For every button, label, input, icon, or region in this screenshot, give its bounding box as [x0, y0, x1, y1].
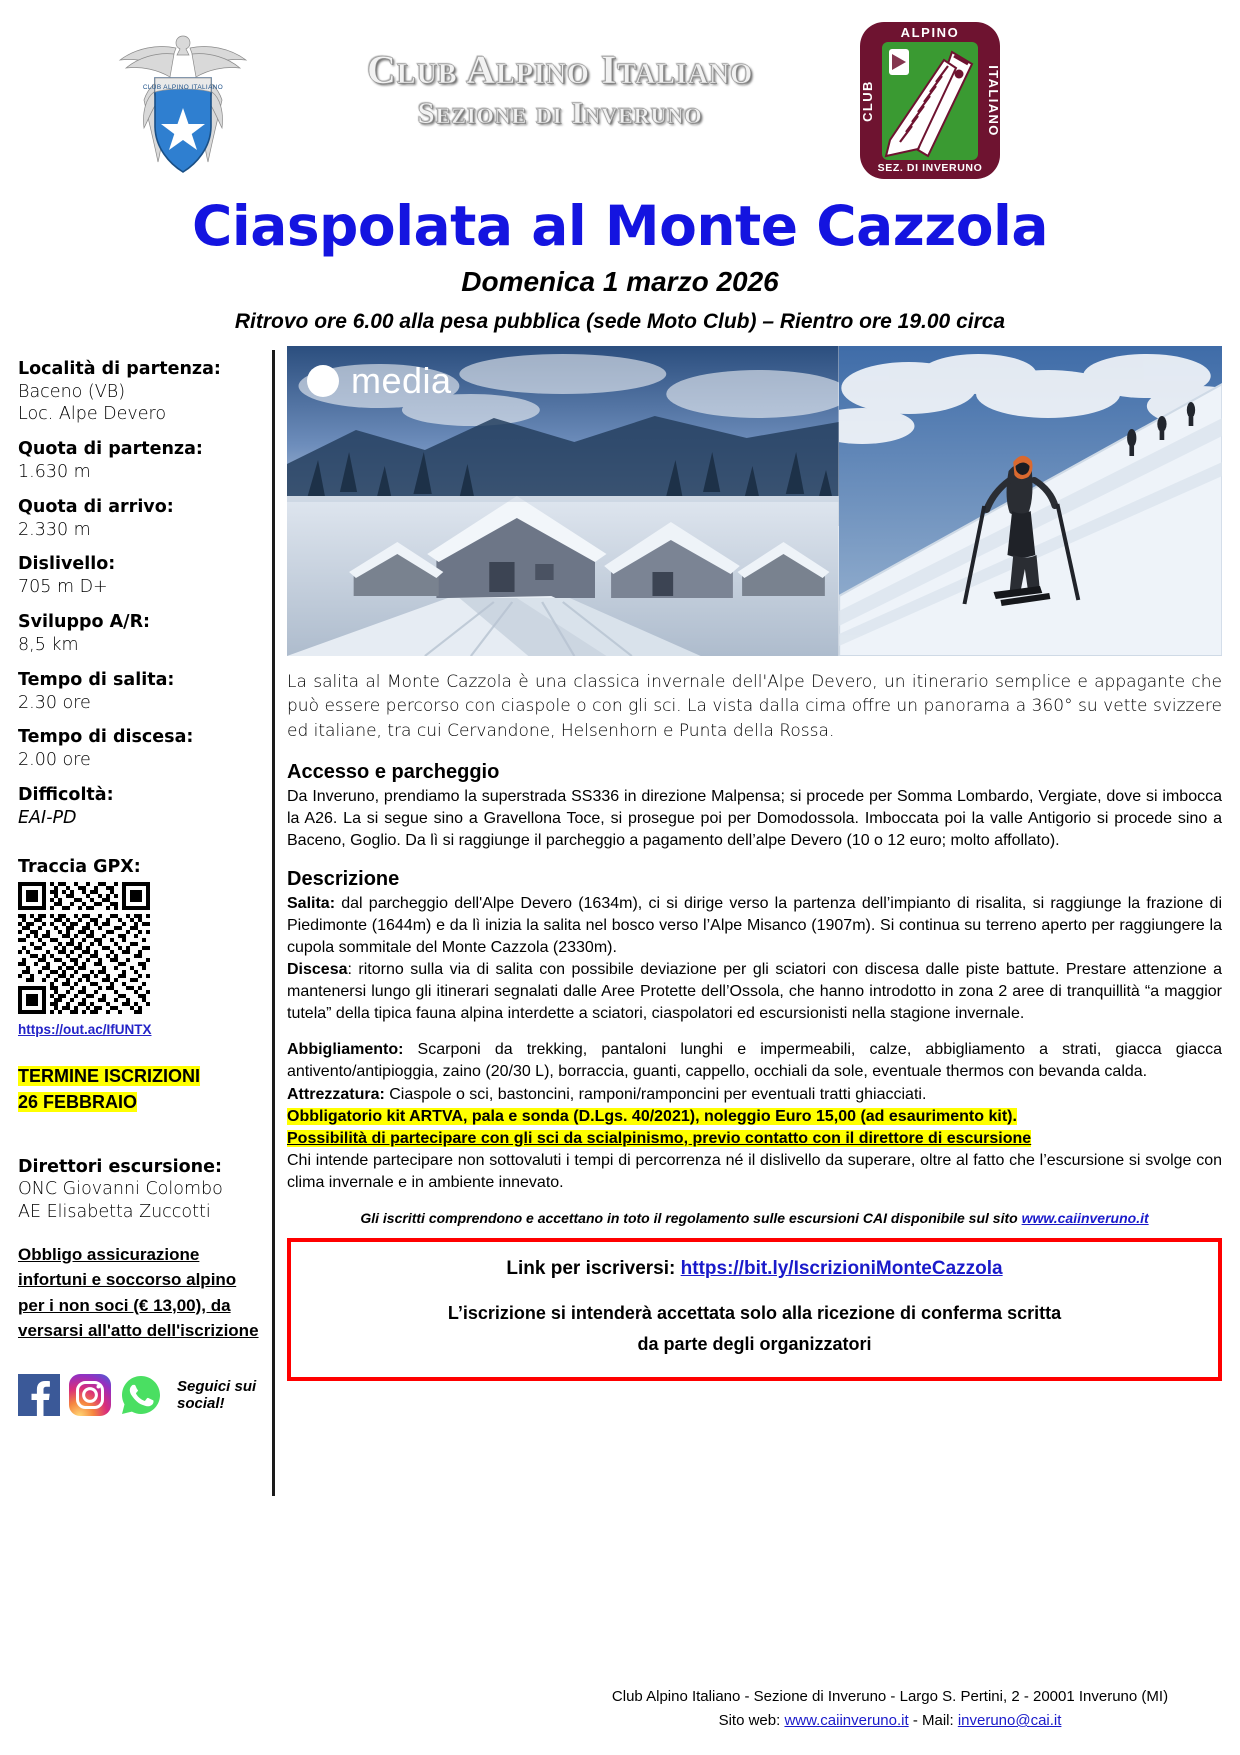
attrezzatura-paragraph: [287, 1084, 1222, 1106]
cai-inveruno-section-logo: [856, 18, 1004, 183]
gpx-label: Traccia GPX:: [18, 856, 141, 877]
svg-text:CLUB: CLUB: [860, 80, 875, 122]
regolamento-text: Gli iscritti comprendono e accettano in toto il regolamento sulle escursioni CAI disponibile sul sito: [360, 1209, 1022, 1226]
whatsapp-icon[interactable]: [120, 1374, 162, 1416]
media-badge-label: media: [351, 359, 452, 401]
director-name-2: AE Elisabetta Zuccotti: [18, 1202, 211, 1223]
section-heading-accesso: Accesso e parcheggio: [287, 760, 500, 783]
follow-us-label: Seguici sui social!: [177, 1377, 257, 1412]
registration-note-line1: L’iscrizione si intenderà accettata solo alla ricezione di conferma scritta: [447, 1302, 1062, 1323]
svg-text:CLUB ALPINO ITALIANO: CLUB ALPINO ITALIANO: [142, 84, 224, 91]
registration-link-row: [301, 1258, 1208, 1280]
field-label: Dislivello:: [18, 554, 116, 575]
photo-strip: [287, 346, 1222, 656]
sidebar-field-quota-partenza: [18, 439, 264, 484]
field-value: 2.00 ore: [18, 750, 91, 771]
abbigliamento-paragraph: [287, 1039, 1222, 1083]
abbigliamento-label: Abbigliamento:: [287, 1041, 404, 1059]
field-value: 705 m D+: [18, 577, 108, 598]
insurance-notice: Obbligo assicurazione infortuni e soccorso alpino per i non soci (€ 13,00), da versarsi all'atto dell'iscrizione: [18, 1244, 259, 1341]
registration-note-line2: da parte degli organizzatori: [637, 1333, 872, 1354]
main-column: [275, 346, 1240, 1496]
page-footer: [560, 1685, 1220, 1733]
regolamento-note: [287, 1210, 1222, 1226]
field-value: 8,5 km: [18, 634, 79, 655]
field-label: Quota di arrivo:: [18, 496, 174, 517]
deadline-line2: 26 FEBBRAIO: [18, 1092, 138, 1113]
artva-highlight-2: [287, 1128, 1222, 1150]
field-label: Quota di partenza:: [18, 439, 203, 460]
field-label: Difficoltà:: [18, 784, 114, 805]
registration-deadline: [18, 1063, 264, 1115]
registration-link-label: Link per iscriversi:: [506, 1257, 681, 1279]
field-value: Loc. Alpe Devero: [18, 404, 167, 425]
sidebar-field-tempo-discesa: [18, 727, 264, 772]
director-name-1: ONC Giovanni Colombo: [18, 1179, 223, 1200]
svg-text:SEZ. DI INVERUNO: SEZ. DI INVERUNO: [877, 162, 983, 174]
cai-national-logo: [108, 22, 258, 182]
page-header: [0, 0, 1240, 196]
content-area: [0, 346, 1240, 1496]
meeting-info: Ritrovo ore 6.00 alla pesa pubblica (sede Moto Club) – Rientro ore 19.00 circa: [234, 309, 1006, 333]
footer-site-label: Sito web:: [718, 1712, 785, 1729]
discesa-paragraph: [287, 959, 1222, 1025]
field-value: 2.330 m: [18, 519, 91, 540]
regolamento-site-link[interactable]: www.caiinveruno.it: [1021, 1209, 1149, 1226]
svg-text:ITALIANO: ITALIANO: [986, 65, 1001, 137]
registration-url[interactable]: https://bit.ly/IscrizioniMonteCazzola: [680, 1257, 1003, 1279]
instagram-icon[interactable]: [69, 1374, 111, 1416]
media-badge: [307, 360, 452, 402]
attrezzatura-text: Ciaspole o sci, bastoncini, ramponi/ramponcini per eventuali tratti ghiacciati.: [384, 1085, 927, 1103]
field-label: Sviluppo A/R:: [18, 612, 151, 632]
sidebar-field-tempo-salita: [18, 670, 264, 715]
event-title: Ciaspolata al Monte Cazzola: [191, 194, 1049, 258]
photo-snow-huts: [287, 346, 839, 656]
event-date: Domenica 1 marzo 2026: [461, 265, 779, 297]
artva-highlight-1-text: Obbligatorio kit ARTVA, pala e sonda (D.Lgs. 40/2021), noleggio Euro 15,00 (ad esaurimento kit).: [287, 1107, 1017, 1125]
artva-highlight-1: [287, 1106, 1222, 1128]
footer-mail-label: - Mail:: [908, 1712, 958, 1729]
salita-text: dal parcheggio dell'Alpe Devero (1634m), ci si dirige verso la partenza dell’impianto di risalita, si raggiunge la frazione di Piedimonte (1644m) e da lì inizia la salita nel bosco verso l’Alpe Misanco (1907m). Si continua su terreno aperto per raggiungere la cupola sommitale del Monte Cazzola (2330m).: [287, 894, 1222, 957]
field-value: Baceno (VB): [18, 381, 126, 402]
info-sidebar: [0, 346, 272, 1496]
footer-site-link[interactable]: www.caiinveruno.it: [784, 1712, 909, 1729]
footer-mail-link[interactable]: inveruno@cai.it: [957, 1712, 1062, 1729]
registration-box: [287, 1238, 1222, 1381]
salita-label: Salita:: [287, 894, 336, 912]
intro-paragraph: La salita al Monte Cazzola è una classica invernale dell'Alpe Devero, un itinerario semplice e appagante che può essere percorso con ciaspole o con gli sci. La vista dalla cima offre un panorama a 360° su vette svizzere ed italiane, tra cui Cervandone, Helsenhorn e Punta della Rossa.: [287, 671, 1222, 742]
gpx-qr-code[interactable]: [18, 882, 150, 1014]
media-dot-icon: [307, 365, 339, 397]
sidebar-field-sviluppo: [18, 612, 264, 657]
attrezzatura-label: Attrezzatura:: [287, 1085, 385, 1103]
discesa-text: : ritorno sulla via di salita con possibile deviazione per gli sciatori con discesa dalle piste battute. Prestare attenzione a mantenersi lungo gli itinerari segnalati dalle Aree Protette dell’Ossola, che hanno introdotto in zona 2 aree di tranquillità “a maggior tutela” della tipica fauna alpina interdette a sciatori, ciaspolatori ed escursionisti nella stagione invernale.: [287, 961, 1222, 1023]
field-value: EAI-PD: [18, 807, 77, 828]
footer-contacts: [560, 1709, 1220, 1733]
facebook-icon[interactable]: [18, 1374, 60, 1416]
org-name-line1: Club Alpino Italiano: [367, 47, 753, 92]
sidebar-field-difficolta: [18, 785, 264, 830]
accesso-paragraph: Da Inveruno, prendiamo la superstrada SS336 in direzione Malpensa; si procede per Somma Lombardo, Vergiate, dove si imbocca la A26. La si segue sino a Gravellona Toce, si prosegue poi per Domodossola. Imboccata poi la valle Antigorio si procede sino a Baceno, Goglio. Da lì si raggiunge il parcheggio a pagamento dell’alpe Devero (10 o 12 euro; molto affollato).: [287, 787, 1222, 849]
salita-paragraph: [287, 893, 1222, 959]
org-name-line2: Sezione di Inveruno: [417, 95, 703, 130]
photo-ski-tourers: [839, 346, 1222, 656]
sidebar-field-partenza: [18, 359, 264, 426]
discesa-label: Discesa: [287, 961, 348, 979]
org-title-block: [270, 48, 850, 131]
field-label: Tempo di discesa:: [18, 727, 194, 748]
field-label: Località di partenza:: [18, 358, 221, 379]
field-value: 2.30 ore: [18, 692, 91, 713]
abbigliamento-text: Scarponi da trekking, pantaloni lunghi e impermeabili, calze, abbigliamento a strati, giacca giacca antivento/antipioggia, zaino (20/30 L), borraccia, guanti, cappello, occhiali da sole, eventuale thermos con bevanda calda.: [287, 1041, 1222, 1081]
artva-highlight-2-text: Possibilità di partecipare con gli sci da scialpinismo, previo contatto con il direttore di escursione: [287, 1129, 1032, 1147]
section-heading-descrizione: Descrizione: [287, 867, 400, 890]
warning-paragraph: Chi intende partecipare non sottovaluti i tempi di percorrenza né il dislivello da superare, oltre al fatto che l’escursione si svolge con clima invernale e in ambiente innevato.: [287, 1151, 1222, 1191]
deadline-line1: TERMINE ISCRIZIONI: [18, 1066, 201, 1087]
field-label: Tempo di salita:: [18, 669, 175, 690]
field-value: 1.630 m: [18, 462, 91, 482]
sidebar-field-dislivello: [18, 554, 264, 599]
directors-label: Direttori escursione:: [18, 1156, 223, 1177]
gpx-link[interactable]: https://out.ac/IfUNTX: [18, 1022, 152, 1038]
svg-text:ALPINO: ALPINO: [900, 25, 960, 40]
sidebar-field-quota-arrivo: [18, 497, 264, 542]
footer-address: Club Alpino Italiano - Sezione di Inveruno - Largo S. Pertini, 2 - 20001 Inveruno (MI): [611, 1688, 1169, 1705]
social-links: [18, 1374, 264, 1416]
